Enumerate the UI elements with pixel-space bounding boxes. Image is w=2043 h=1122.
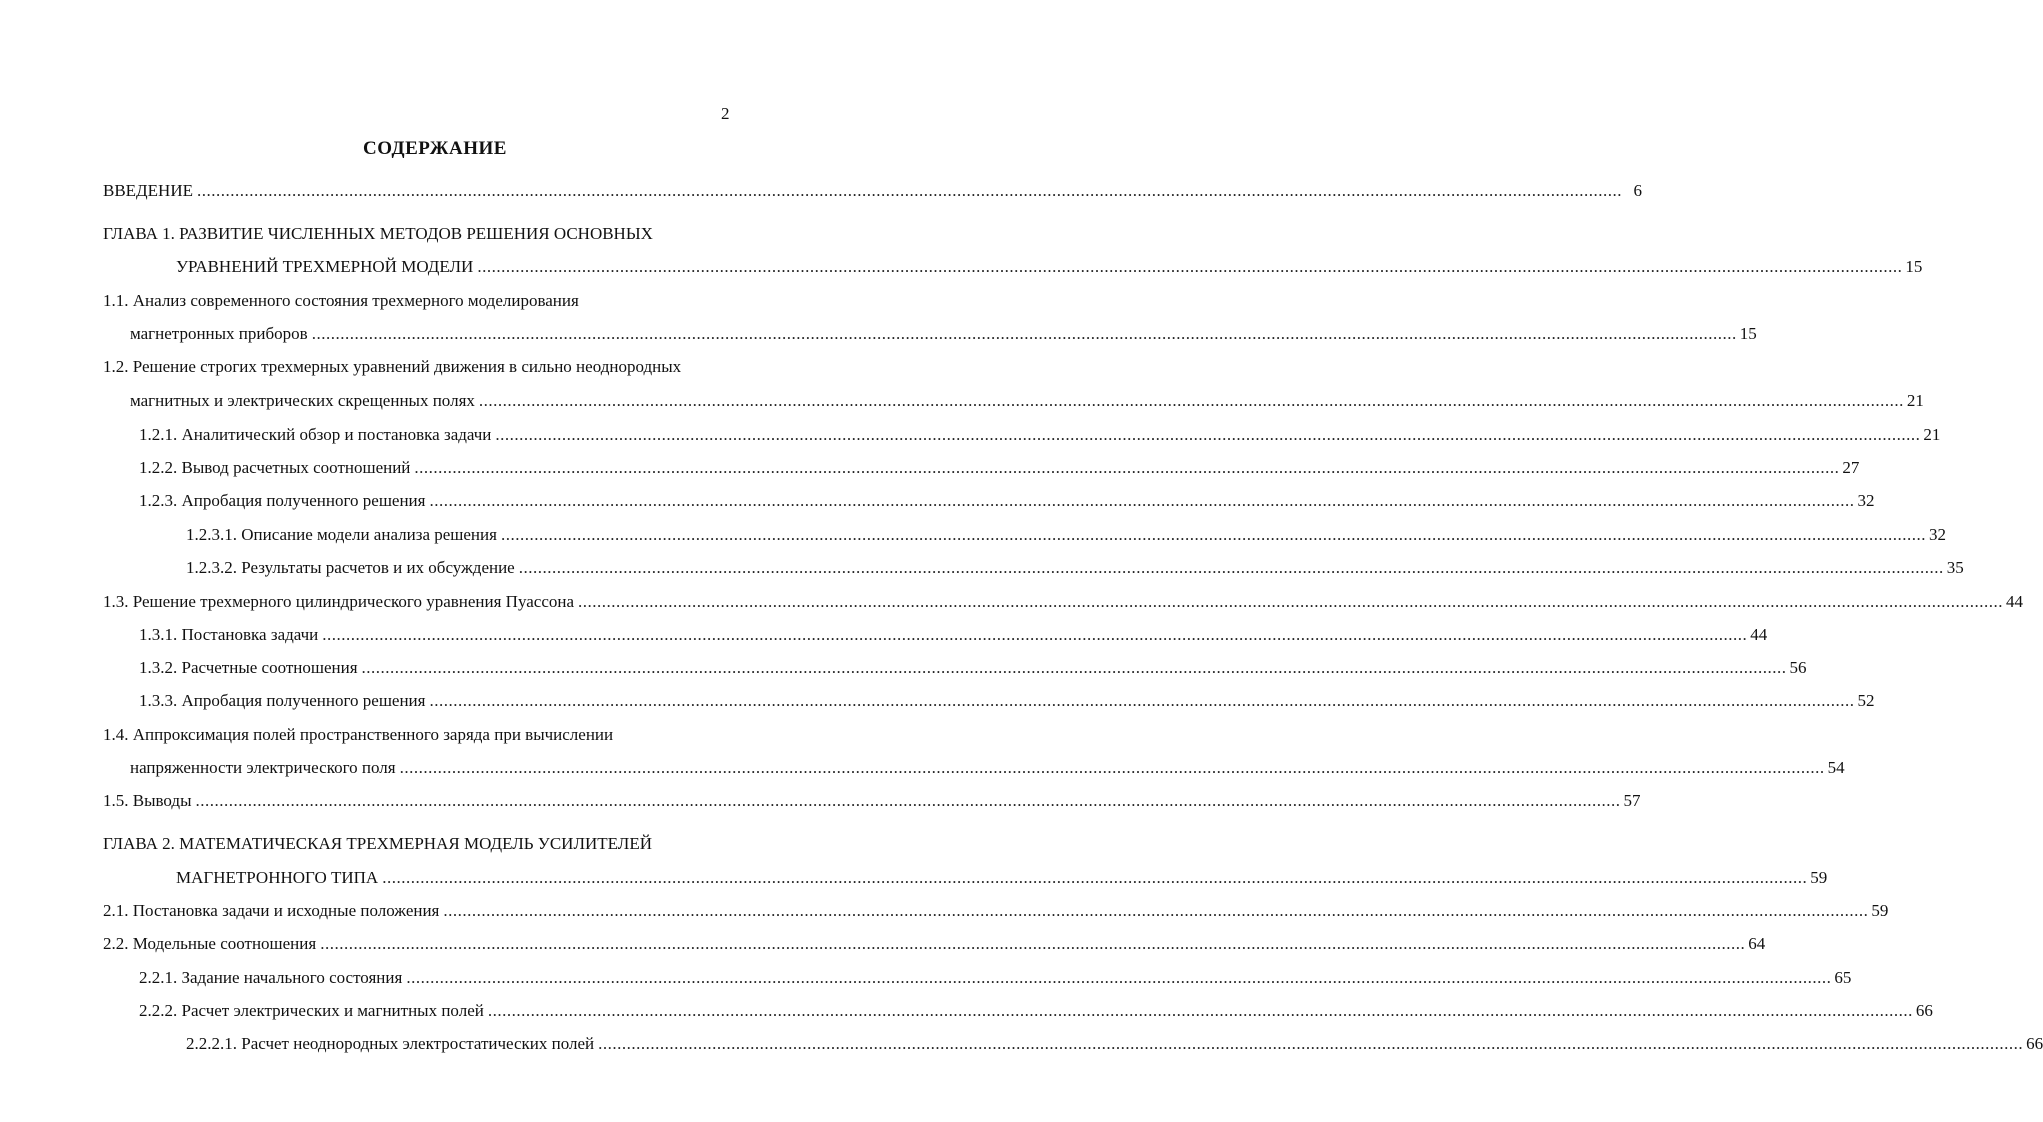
toc-entry-text: 2.2.2.1. Расчет неоднородных электростатических полей — [186, 1034, 595, 1053]
toc-entry — [176, 867, 1828, 889]
toc-entry — [130, 323, 1757, 345]
toc-entry-page: 66 — [1915, 1001, 1933, 1020]
toc-entry — [130, 390, 1924, 412]
toc-leader-dots: ............................................................................................................................................................................................................................................................................................................ — [500, 525, 1926, 544]
toc-entry — [103, 833, 723, 855]
toc-entry-text: 1.5. Выводы — [103, 791, 192, 810]
toc-entry-text: 1.2.3.1. Описание модели анализа решения — [186, 525, 497, 544]
toc-entry — [139, 624, 1768, 646]
toc-leader-dots: ............................................................................................................................................................................................................................................................................................................ — [399, 758, 1825, 777]
toc-entry-page: 21 — [1906, 391, 1924, 410]
toc-leader-dots: ............................................................................................................................................................................................................................................................................................................ — [322, 625, 1748, 644]
toc-leader-dots: ............................................................................................................................................................................................................................................................................................................ — [598, 1034, 2024, 1053]
toc-entry — [103, 724, 723, 746]
toc-entry-text: 1.3.1. Постановка задачи — [139, 625, 319, 644]
toc-entry — [139, 967, 1852, 989]
toc-leader-dots: ............................................................................................................................................................................................................................................................................................................ — [429, 691, 1855, 710]
toc-entry-page: 35 — [1946, 558, 1964, 577]
toc-entry-page: 52 — [1857, 691, 1875, 710]
toc-leader-dots: ............................................................................................................................................................................................................................................................................................................ — [320, 934, 1746, 953]
toc-entry-page: 15 — [1905, 257, 1923, 276]
toc-entry — [103, 180, 1642, 202]
toc-entry-text: 2.2.1. Задание начального состояния — [139, 968, 403, 987]
toc-leader-dots: ............................................................................................................................................................................................................................................................................................................ — [487, 1001, 1913, 1020]
toc-leader-dots: ............................................................................................................................................................................................................................................................................................................ — [477, 257, 1903, 276]
toc-entry-text: магнитных и электрических скрещенных полях — [130, 391, 475, 410]
toc-entry — [139, 490, 1875, 512]
toc-entry — [103, 591, 2024, 613]
page-title: СОДЕРЖАНИЕ — [363, 138, 507, 159]
toc-leader-dots: ............................................................................................................................................................................................................................................................................................................ — [195, 791, 1621, 810]
toc-entry-text: 1.3. Решение трехмерного цилиндрического уравнения Пуассона — [103, 592, 575, 611]
toc-entry-page: 65 — [1834, 968, 1852, 987]
toc-leader-dots: ............................................................................................................................................................................................................................................................................................................ — [478, 391, 1904, 410]
toc-leader-dots: ............................................................................................................................................................................................................................................................................................................ — [361, 658, 1787, 677]
toc-entry-text: 2.1. Постановка задачи и исходные положения — [103, 901, 440, 920]
toc-entry-page: 54 — [1827, 758, 1845, 777]
toc-leader-dots: ............................................................................................................................................................................................................................................................................................................ — [429, 491, 1855, 510]
toc-entry-text: 1.2. Решение строгих трехмерных уравнений движения в сильно неоднородных — [103, 357, 682, 376]
toc-entry-page: 6 — [1633, 181, 1642, 200]
toc-entry-text: МАГНЕТРОННОГО ТИПА — [176, 868, 379, 887]
toc-entry-text: 1.3.2. Расчетные соотношения — [139, 658, 358, 677]
toc-entry-page: 56 — [1789, 658, 1807, 677]
toc-leader-dots: ............................................................................................................................................................................................................................................................................................................ — [196, 181, 1622, 200]
toc-leader-dots: ............................................................................................................................................................................................................................................................................................................ — [578, 592, 2004, 611]
toc-entry — [103, 900, 1889, 922]
toc-leader-dots: ............................................................................................................................................................................................................................................................................................................ — [495, 425, 1921, 444]
toc-entry-page: 57 — [1623, 791, 1641, 810]
toc-entry — [139, 457, 1860, 479]
toc-leader-dots: ............................................................................................................................................................................................................................................................................................................ — [406, 968, 1832, 987]
toc-entry-text: ВВЕДЕНИЕ — [103, 181, 193, 200]
toc-entry-page: 59 — [1871, 901, 1889, 920]
toc-entry-text: ГЛАВА 1. РАЗВИТИЕ ЧИСЛЕННЫХ МЕТОДОВ РЕШЕНИЯ ОСНОВНЫХ — [103, 224, 653, 243]
toc-entry-text: 2.2. Модельные соотношения — [103, 934, 317, 953]
toc-entry-text: 2.2.2. Расчет электрических и магнитных полей — [139, 1001, 484, 1020]
toc-entry-page: 44 — [1750, 625, 1768, 644]
toc-entry — [139, 1000, 1933, 1022]
toc-entry — [103, 790, 1641, 812]
toc-leader-dots: ............................................................................................................................................................................................................................................................................................................ — [443, 901, 1869, 920]
toc-entry-page: 32 — [1857, 491, 1875, 510]
toc-entry-page: 32 — [1928, 525, 1946, 544]
toc-entry — [186, 557, 1964, 579]
toc-entry-text: 1.1. Анализ современного состояния трехмерного моделирования — [103, 291, 579, 310]
toc-entry — [139, 690, 1875, 712]
toc-entry — [139, 657, 1807, 679]
toc-leader-dots: ............................................................................................................................................................................................................................................................................................................ — [414, 458, 1840, 477]
toc-entry-page: 21 — [1923, 425, 1941, 444]
toc-entry — [103, 290, 723, 312]
toc-entry-text: 1.3.3. Апробация полученного решения — [139, 691, 426, 710]
toc-entry-page: 66 — [2026, 1034, 2043, 1053]
toc-entry — [139, 424, 1941, 446]
toc-entry-text: УРАВНЕНИЙ ТРЕХМЕРНОЙ МОДЕЛИ — [176, 257, 474, 276]
toc-entry-text: 1.2.1. Аналитический обзор и постановка задачи — [139, 425, 492, 444]
toc-leader-dots: ............................................................................................................................................................................................................................................................................................................ — [518, 558, 1944, 577]
toc-entry — [103, 223, 723, 245]
toc-leader-dots: ............................................................................................................................................................................................................................................................................................................ — [311, 324, 1737, 343]
toc-entry — [186, 524, 1946, 546]
toc-entry-text: магнетронных приборов — [130, 324, 308, 343]
toc-entry-page: 64 — [1748, 934, 1766, 953]
toc-entry-text: 1.4. Аппроксимация полей пространственного заряда при вычислении — [103, 725, 614, 744]
toc-entry — [130, 757, 1845, 779]
toc-leader-dots: ............................................................................................................................................................................................................................................................................................................ — [382, 868, 1808, 887]
toc-entry-text: 1.2.2. Вывод расчетных соотношений — [139, 458, 411, 477]
toc-entry-page: 44 — [2006, 592, 2024, 611]
toc-entry-page: 15 — [1739, 324, 1757, 343]
toc-entry — [176, 256, 1923, 278]
page-number: 2 — [721, 104, 730, 123]
toc-entry-text: напряженности электрического поля — [130, 758, 396, 777]
toc-entry — [186, 1033, 2043, 1055]
toc-entry-text: 1.2.3. Апробация полученного решения — [139, 491, 426, 510]
toc-entry-page: 27 — [1842, 458, 1860, 477]
toc-entry — [103, 933, 1766, 955]
toc-entry-text: ГЛАВА 2. МАТЕМАТИЧЕСКАЯ ТРЕХМЕРНАЯ МОДЕЛЬ УСИЛИТЕЛЕЙ — [103, 834, 652, 853]
toc-entry-text: 1.2.3.2. Результаты расчетов и их обсуждение — [186, 558, 515, 577]
toc-entry — [103, 356, 733, 378]
toc-entry-page: 59 — [1810, 868, 1828, 887]
